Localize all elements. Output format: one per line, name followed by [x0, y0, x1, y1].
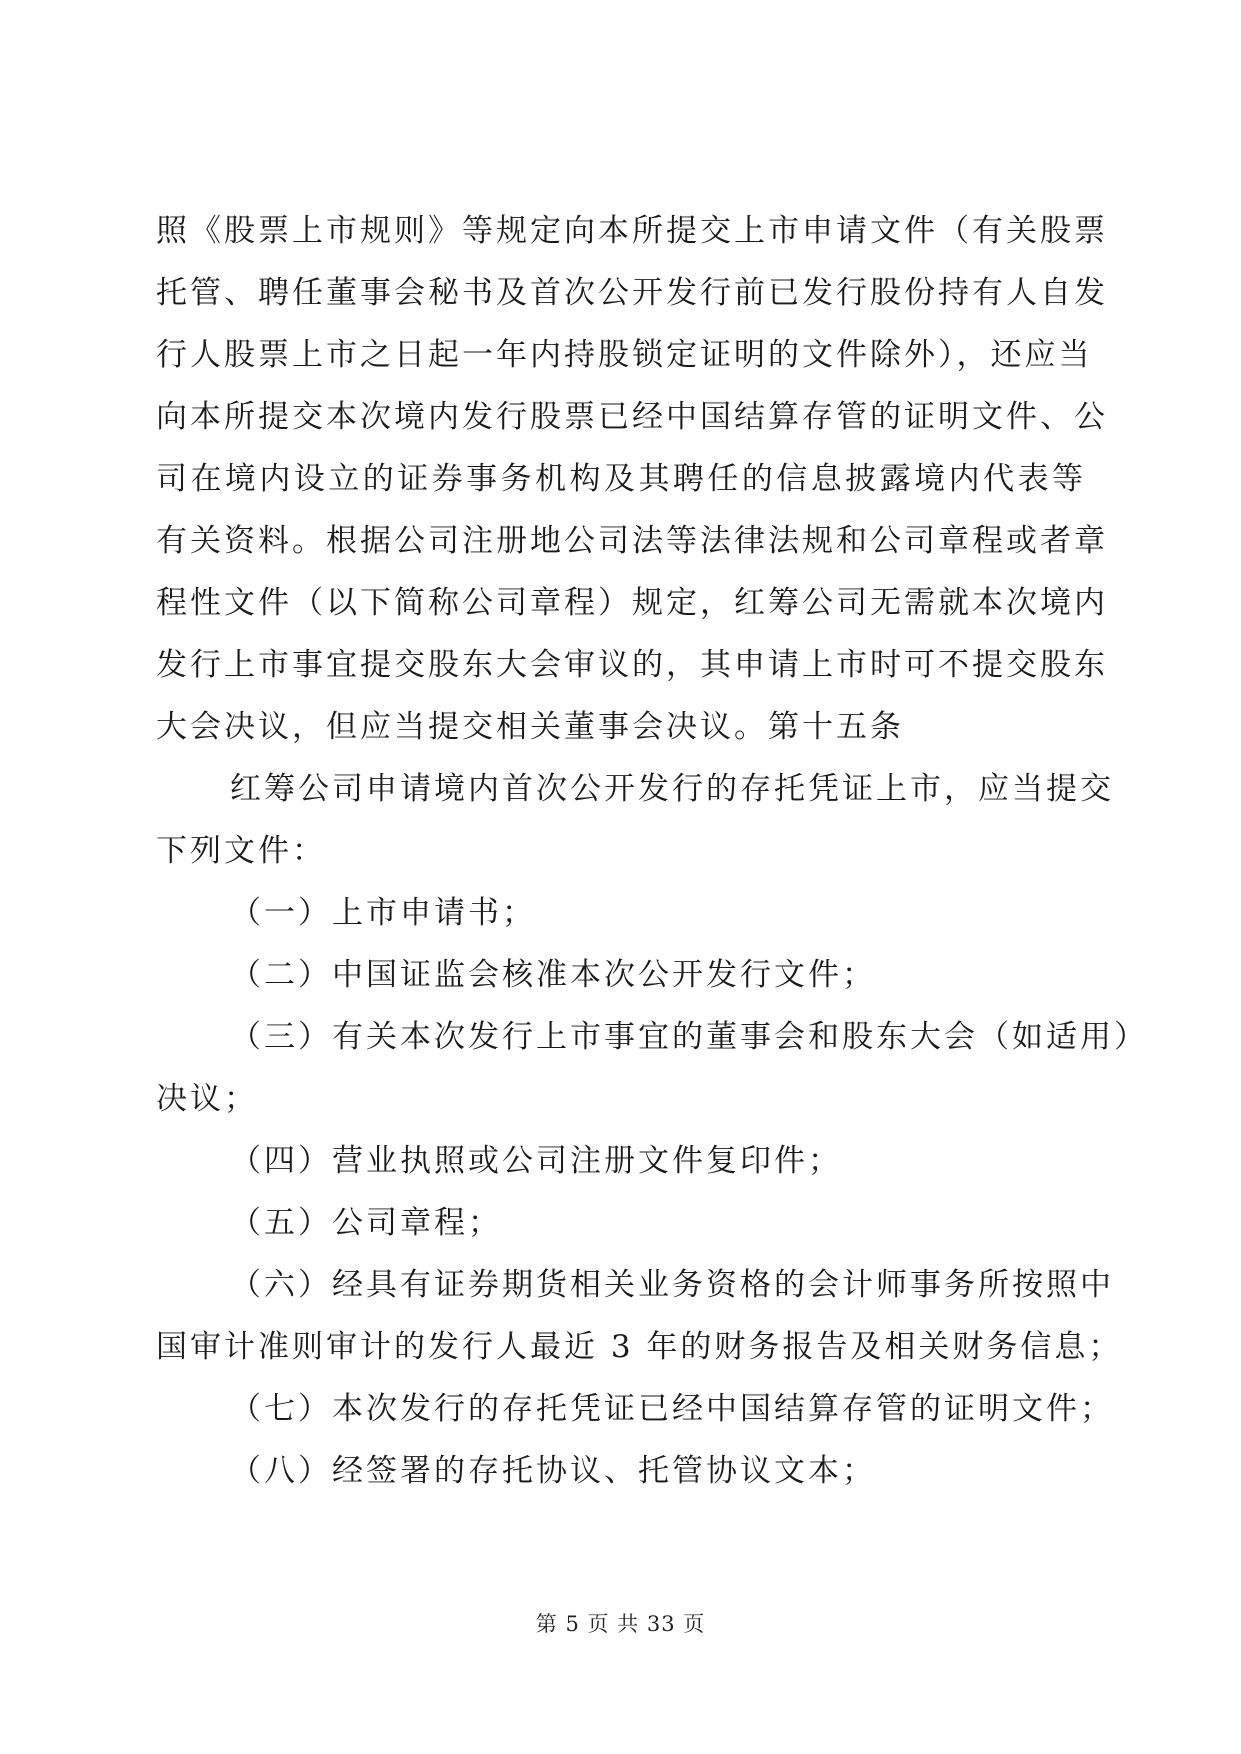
list-item: （二）中国证监会核准本次公开发行文件；	[230, 957, 876, 993]
paragraph-line: 行人股票上市之日起一年内持股锁定证明的文件除外），还应当	[156, 337, 1093, 373]
paragraph-line: 红筹公司申请境内首次公开发行的存托凭证上市，应当提交	[230, 771, 1114, 807]
list-item: （五）公司章程；	[230, 1205, 502, 1241]
paragraph-line: 发行上市事宜提交股东大会审议的，其申请上市时可不提交股东	[156, 647, 1108, 683]
paragraph-line: 大会决议，但应当提交相关董事会决议。第十五条	[156, 709, 904, 745]
paragraph-line: 司在境内设立的证券事务机构及其聘任的信息披露境内代表等	[156, 461, 1086, 497]
page-footer: 第 5 页 共 33 页	[535, 1612, 706, 1636]
paragraph-line: 托管、聘任董事会秘书及首次公开发行前已发行股份持有人自发	[156, 275, 1108, 311]
list-item-continuation: 国审计准则审计的发行人最近 3 年的财务报告及相关财务信息；	[156, 1329, 1123, 1365]
list-item: （一）上市申请书；	[230, 895, 536, 931]
list-item: （八）经签署的存托协议、托管协议文本；	[230, 1453, 876, 1489]
list-item: （三）有关本次发行上市事宜的董事会和股东大会（如适用）	[230, 1019, 1148, 1055]
document-body	[156, 200, 1148, 1502]
paragraph-line: 有关资料。根据公司注册地公司法等法律法规和公司章程或者章	[156, 523, 1108, 559]
paragraph-line: 照《股票上市规则》等规定向本所提交上市申请文件（有关股票	[156, 213, 1108, 249]
list-item: （六）经具有证券期货相关业务资格的会计师事务所按照中	[230, 1267, 1114, 1303]
list-item: （七）本次发行的存托凭证已经中国结算存管的证明文件；	[230, 1391, 1114, 1427]
list-item: （四）营业执照或公司注册文件复印件；	[230, 1143, 842, 1179]
paragraph-line: 程性文件（以下简称公司章程）规定，红筹公司无需就本次境内	[156, 585, 1108, 621]
list-item-continuation: 决议；	[156, 1081, 258, 1117]
paragraph-line: 下列文件：	[156, 833, 326, 869]
paragraph-line: 向本所提交本次境内发行股票已经中国结算存管的证明文件、公	[156, 399, 1108, 435]
